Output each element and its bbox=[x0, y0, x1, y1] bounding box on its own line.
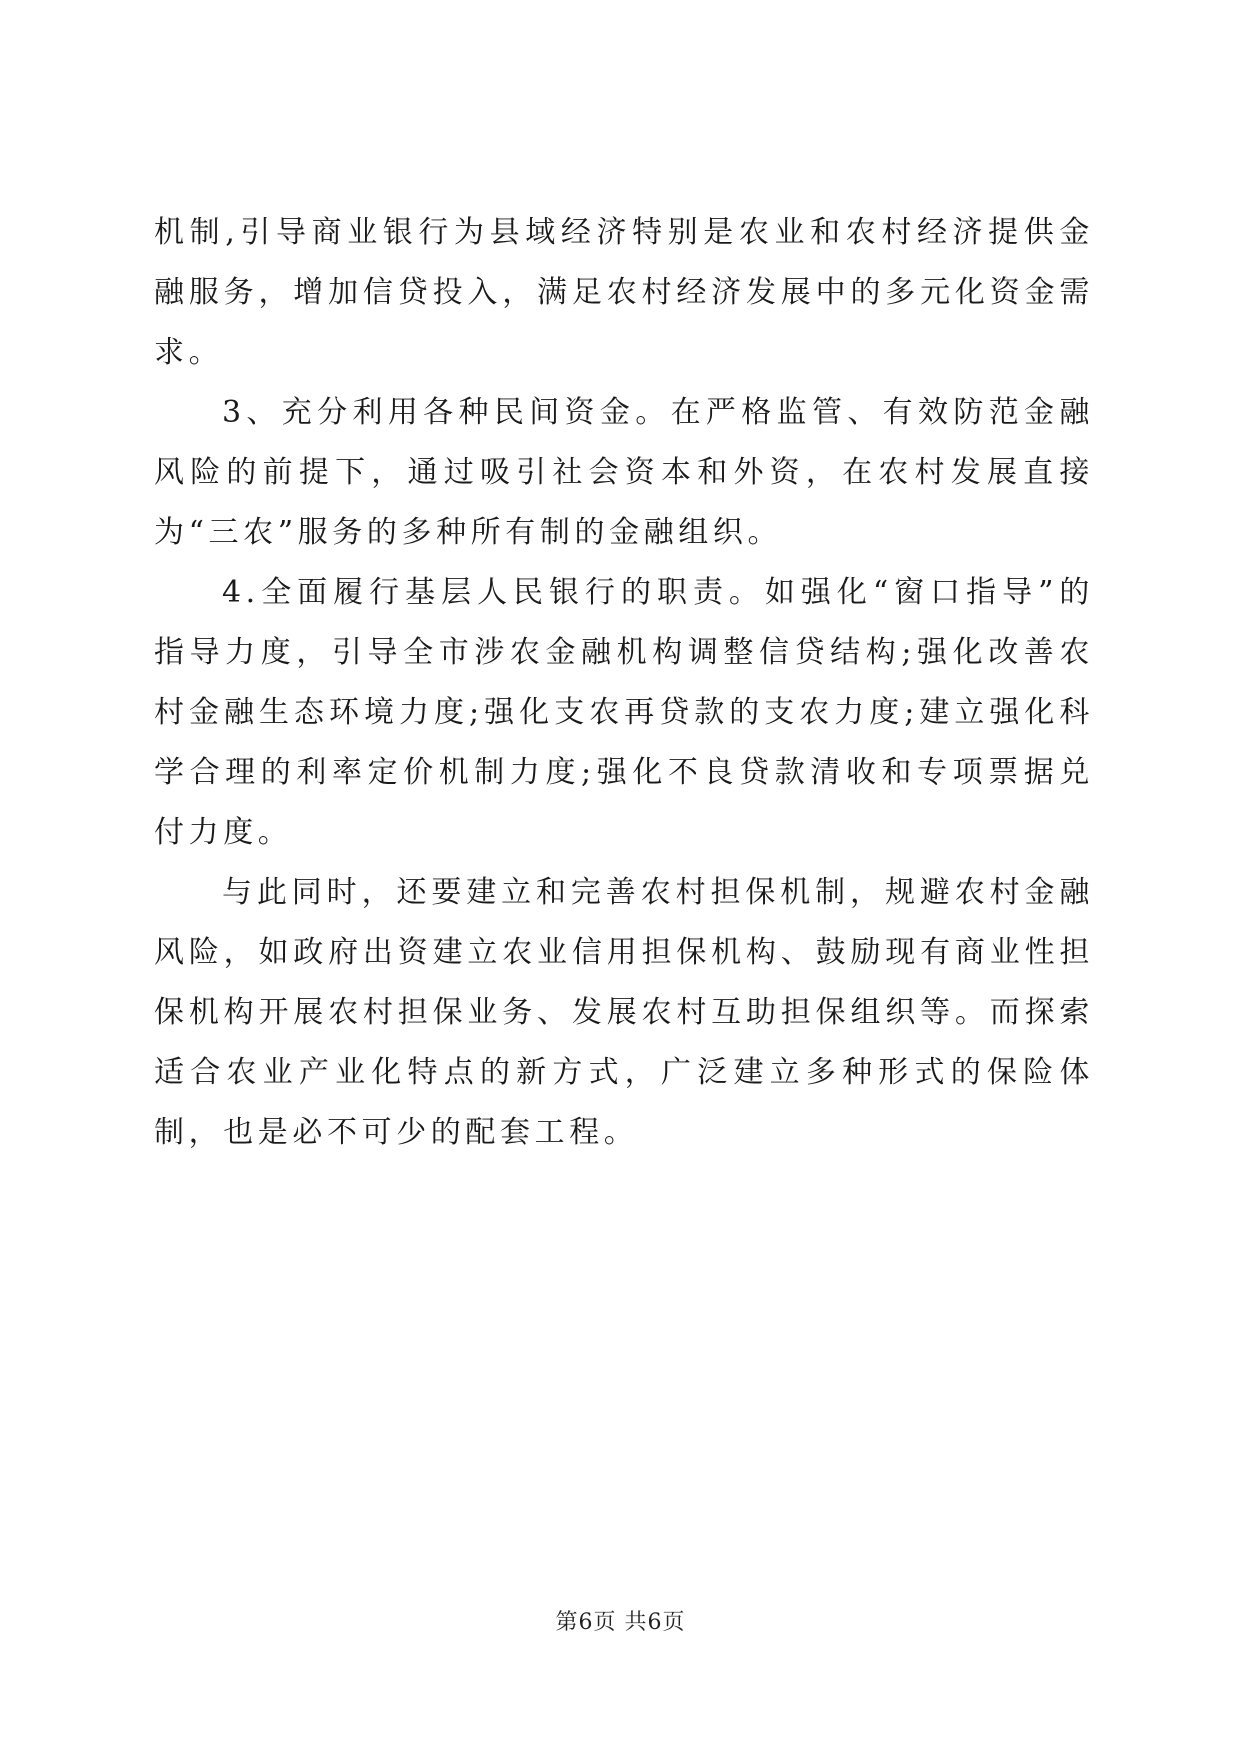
paragraph-item-4: 4.全面履行基层人民银行的职责。如强化“窗口指导”的指导力度，引导全市涉农金融机构调整信贷结构;强化改善农村金融生态环境力度;强化支农再贷款的支农力度;建立强化科学合理的利率定价机制力度;强化不良贷款清收和专项票据兑付力度。 bbox=[154, 575, 1094, 850]
paragraph-item-3: 3、充分利用各种民间资金。在严格监管、有效防范金融风险的前提下，通过吸引社会资本和外资，在农村发展直接为“三农”服务的多种所有制的金融组织。 bbox=[154, 395, 1094, 550]
paragraph-conclusion: 与此同时，还要建立和完善农村担保机制，规避农村金融风险，如政府出资建立农业信用担保机构、鼓励现有商业性担保机构开展农村担保业务、发展农村互助担保组织等。而探索适合农业产业化特点的新方式，广泛建立多种形式的保险体制，也是必不可少的配套工程。 bbox=[154, 875, 1094, 1150]
paragraph-continuation: 机制,引导商业银行为县域经济特别是农业和农村经济提供金融服务，增加信贷投入，满足农村经济发展中的多元化资金需求。 bbox=[154, 215, 1094, 370]
body-text bbox=[154, 203, 1094, 1163]
page-number-footer: 第6页 共6页 bbox=[555, 1610, 686, 1635]
